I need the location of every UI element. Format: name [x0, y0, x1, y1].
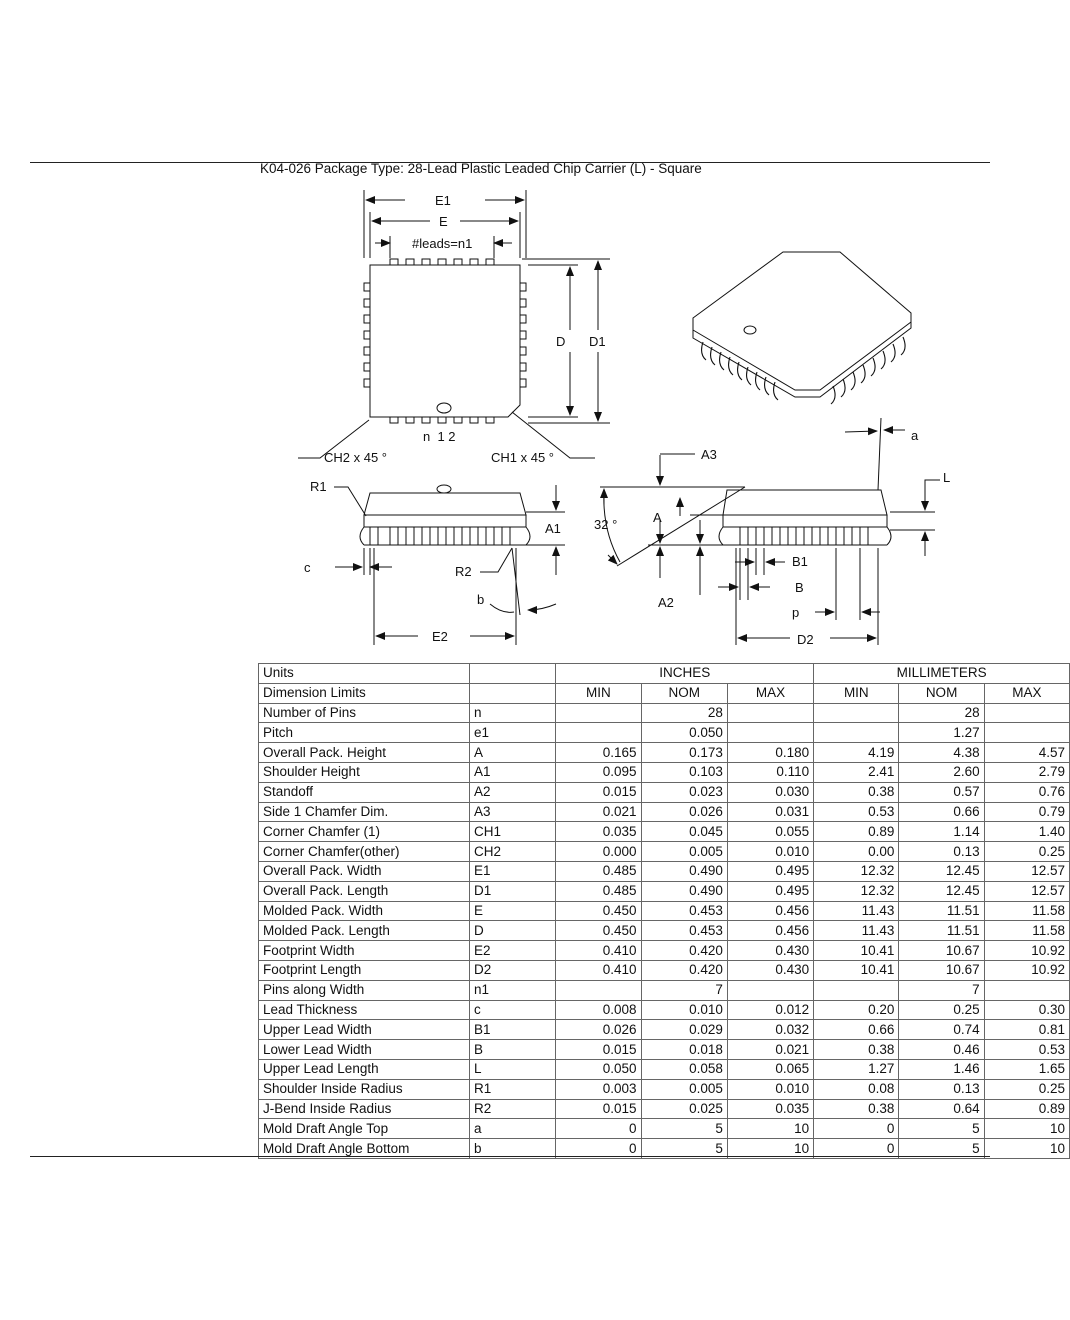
dimension-symbol: R1 — [469, 1079, 555, 1099]
dimension-name: Footprint Width — [259, 941, 470, 961]
table-body — [259, 664, 1070, 1159]
dimension-value: 0.81 — [984, 1020, 1069, 1040]
dimension-value: 0.456 — [727, 921, 813, 941]
header-mm-min: MIN — [814, 683, 899, 703]
dimension-name: Overall Pack. Height — [259, 743, 470, 763]
dimension-value: 0.25 — [899, 1000, 984, 1020]
header-row-units — [259, 664, 1070, 684]
dimension-value: 11.58 — [984, 901, 1069, 921]
label-D2: D2 — [797, 632, 814, 647]
dimension-value: 0.035 — [727, 1099, 813, 1119]
dimension-symbol: c — [469, 1000, 555, 1020]
table-row — [259, 822, 1070, 842]
label-leads: #leads=n1 — [412, 236, 473, 251]
dimension-value: 0.110 — [727, 762, 813, 782]
dimension-value: 0.058 — [641, 1059, 727, 1079]
table-row — [259, 842, 1070, 862]
dimension-value: 0.495 — [727, 881, 813, 901]
dimension-value — [814, 723, 899, 743]
dimension-name: Pitch — [259, 723, 470, 743]
dimension-value: 0.012 — [727, 1000, 813, 1020]
dimension-value: 0.485 — [556, 861, 641, 881]
dimension-value: 0.38 — [814, 782, 899, 802]
dimension-value: 0.030 — [727, 782, 813, 802]
dimension-value: 0.79 — [984, 802, 1069, 822]
table-row — [259, 861, 1070, 881]
header-symbol — [469, 683, 555, 703]
dimension-value: 0.050 — [556, 1059, 641, 1079]
dimension-name: Side 1 Chamfer Dim. — [259, 802, 470, 822]
dimension-value — [727, 980, 813, 1000]
dimension-value: 11.51 — [899, 901, 984, 921]
dimension-name: Upper Lead Width — [259, 1020, 470, 1040]
dimension-value: 0.103 — [641, 762, 727, 782]
label-CH1: CH1 x 45 ° — [491, 450, 555, 465]
dimension-value: 1.27 — [899, 723, 984, 743]
table-row — [259, 1059, 1070, 1079]
dimension-value: 0.410 — [556, 960, 641, 980]
dimension-value: 0.021 — [727, 1040, 813, 1060]
table-row — [259, 1079, 1070, 1099]
dimension-value: 10.41 — [814, 941, 899, 961]
dimension-value: 0.018 — [641, 1040, 727, 1060]
dimension-name: Mold Draft Angle Top — [259, 1119, 470, 1139]
dimension-value: 0.453 — [641, 901, 727, 921]
dimension-value: 0.490 — [641, 861, 727, 881]
dimension-value: 0.410 — [556, 941, 641, 961]
dimension-value: 1.46 — [899, 1059, 984, 1079]
dimension-value: 0.095 — [556, 762, 641, 782]
dimension-value: 10 — [727, 1119, 813, 1139]
dimension-value: 12.57 — [984, 881, 1069, 901]
dimension-value: 5 — [641, 1139, 727, 1159]
dimension-symbol: B — [469, 1040, 555, 1060]
dimension-value: 0.64 — [899, 1099, 984, 1119]
dimension-value — [984, 723, 1069, 743]
dimension-value: 0.13 — [899, 842, 984, 862]
label-angle-32: 32 ° — [594, 517, 618, 532]
dimension-value: 7 — [899, 980, 984, 1000]
dimension-symbol: R2 — [469, 1099, 555, 1119]
dimension-value — [814, 703, 899, 723]
bottom-rule — [30, 1156, 990, 1157]
dimension-value: 10.67 — [899, 941, 984, 961]
dimension-value: 0.450 — [556, 921, 641, 941]
header-units: Units — [259, 664, 470, 684]
dimension-value — [556, 980, 641, 1000]
dimension-value: 0.420 — [641, 941, 727, 961]
header-row-limits — [259, 683, 1070, 703]
dimension-symbol: b — [469, 1139, 555, 1159]
dimension-value: 0.38 — [814, 1040, 899, 1060]
dimension-value: 0.010 — [641, 1000, 727, 1020]
dimension-value: 4.57 — [984, 743, 1069, 763]
dimension-name: Mold Draft Angle Bottom — [259, 1139, 470, 1159]
dimension-value: 0.89 — [984, 1099, 1069, 1119]
dimension-symbol: A — [469, 743, 555, 763]
dimension-value: 0.021 — [556, 802, 641, 822]
dimension-value: 1.27 — [814, 1059, 899, 1079]
dimension-value: 0.30 — [984, 1000, 1069, 1020]
dimension-value: 12.32 — [814, 861, 899, 881]
dimension-value: 0.055 — [727, 822, 813, 842]
dimension-name: Molded Pack. Length — [259, 921, 470, 941]
dimension-value: 0.005 — [641, 842, 727, 862]
dimension-name: Footprint Length — [259, 960, 470, 980]
dimension-value: 5 — [899, 1139, 984, 1159]
dimension-value: 1.65 — [984, 1059, 1069, 1079]
dimension-value: 0.20 — [814, 1000, 899, 1020]
dimension-value: 12.57 — [984, 861, 1069, 881]
dimension-name: Shoulder Height — [259, 762, 470, 782]
dimension-value — [727, 723, 813, 743]
dimension-name: Standoff — [259, 782, 470, 802]
dimension-name: Shoulder Inside Radius — [259, 1079, 470, 1099]
dimension-value: 0.031 — [727, 802, 813, 822]
dimension-symbol: a — [469, 1119, 555, 1139]
dimension-value: 0.25 — [984, 842, 1069, 862]
dimension-value: 10.41 — [814, 960, 899, 980]
table-row — [259, 703, 1070, 723]
dimension-symbol: CH1 — [469, 822, 555, 842]
header-in-min: MIN — [556, 683, 641, 703]
header-in-max: MAX — [727, 683, 813, 703]
header-blank — [469, 664, 555, 684]
dimension-symbol: E — [469, 901, 555, 921]
table-row — [259, 960, 1070, 980]
dimension-name: Upper Lead Length — [259, 1059, 470, 1079]
dimension-value — [984, 703, 1069, 723]
dimension-value: 0.38 — [814, 1099, 899, 1119]
dimension-value: 0.76 — [984, 782, 1069, 802]
dimension-value: 0.032 — [727, 1020, 813, 1040]
dimension-symbol: D — [469, 921, 555, 941]
dimension-value — [984, 980, 1069, 1000]
dimension-value: 11.58 — [984, 921, 1069, 941]
dimension-name: Number of Pins — [259, 703, 470, 723]
dimension-value: 0 — [814, 1119, 899, 1139]
dimension-name: Overall Pack. Width — [259, 861, 470, 881]
label-B1: B1 — [792, 554, 808, 569]
dimension-name: Molded Pack. Width — [259, 901, 470, 921]
side-view-right — [600, 418, 940, 645]
label-pin-numbers: n 1 2 — [423, 429, 456, 444]
dimension-value: 10.92 — [984, 941, 1069, 961]
dimensions-table-container — [258, 663, 1065, 1157]
dimension-value: 0.000 — [556, 842, 641, 862]
dimension-value: 0.035 — [556, 822, 641, 842]
dimension-value: 0.026 — [556, 1020, 641, 1040]
dimension-value: 10 — [984, 1139, 1069, 1159]
label-D: D — [556, 334, 566, 349]
dimension-value: 0 — [556, 1119, 641, 1139]
dimension-value: 0.065 — [727, 1059, 813, 1079]
label-B: B — [795, 580, 804, 595]
dimension-symbol: e1 — [469, 723, 555, 743]
dimension-value — [727, 703, 813, 723]
dimension-value: 4.38 — [899, 743, 984, 763]
dimension-value: 0.430 — [727, 941, 813, 961]
dimension-value: 0.89 — [814, 822, 899, 842]
dimension-symbol: D1 — [469, 881, 555, 901]
header-millimeters: MILLIMETERS — [814, 664, 1070, 684]
dimension-value: 0.050 — [641, 723, 727, 743]
dimension-name: Pins along Width — [259, 980, 470, 1000]
dimension-symbol: D2 — [469, 960, 555, 980]
dimension-value: 0.003 — [556, 1079, 641, 1099]
dimensions-table — [258, 663, 1070, 1159]
dimension-value: 2.41 — [814, 762, 899, 782]
dimension-value: 0.46 — [899, 1040, 984, 1060]
dimension-value: 28 — [641, 703, 727, 723]
table-row — [259, 723, 1070, 743]
dimension-value: 4.19 — [814, 743, 899, 763]
dimension-value: 10.67 — [899, 960, 984, 980]
dimension-name: Lower Lead Width — [259, 1040, 470, 1060]
dimension-symbol: A2 — [469, 782, 555, 802]
dimension-value: 28 — [899, 703, 984, 723]
dimension-symbol: n1 — [469, 980, 555, 1000]
table-row — [259, 1040, 1070, 1060]
label-R2: R2 — [455, 564, 472, 579]
dimension-value: 0.25 — [984, 1079, 1069, 1099]
dimension-value: 0.430 — [727, 960, 813, 980]
label-A: A — [653, 510, 662, 525]
table-row — [259, 782, 1070, 802]
label-CH2: CH2 x 45 ° — [324, 450, 388, 465]
table-row — [259, 921, 1070, 941]
table-row — [259, 881, 1070, 901]
top-view — [298, 190, 610, 458]
dimension-value: 0.026 — [641, 802, 727, 822]
dimension-name: Corner Chamfer(other) — [259, 842, 470, 862]
dimension-value: 11.51 — [899, 921, 984, 941]
dimension-value: 0.450 — [556, 901, 641, 921]
dimension-value: 0.490 — [641, 881, 727, 901]
dimension-value: 1.40 — [984, 822, 1069, 842]
dimension-value — [814, 980, 899, 1000]
dimension-value: 7 — [641, 980, 727, 1000]
header-inches: INCHES — [556, 664, 814, 684]
dimension-symbol: B1 — [469, 1020, 555, 1040]
label-p: p — [792, 605, 800, 620]
label-A3: A3 — [701, 447, 717, 462]
dimension-symbol: A3 — [469, 802, 555, 822]
table-row — [259, 743, 1070, 763]
dimension-value: 0.74 — [899, 1020, 984, 1040]
dimension-symbol: L — [469, 1059, 555, 1079]
dimension-symbol: E1 — [469, 861, 555, 881]
table-row — [259, 802, 1070, 822]
page-title: K04-026 Package Type: 28-Lead Plastic Leaded Chip Carrier (L) - Square — [260, 161, 702, 176]
label-R1: R1 — [310, 479, 327, 494]
dimension-value: 12.45 — [899, 861, 984, 881]
table-row — [259, 901, 1070, 921]
dimension-value: 12.32 — [814, 881, 899, 901]
dimension-symbol: CH2 — [469, 842, 555, 862]
dimension-value: 0.495 — [727, 861, 813, 881]
dimension-symbol: A1 — [469, 762, 555, 782]
dimension-value: 0.173 — [641, 743, 727, 763]
package-drawing — [0, 0, 1020, 660]
dimension-value: 11.43 — [814, 901, 899, 921]
dimension-value: 0.13 — [899, 1079, 984, 1099]
dimension-value: 0.005 — [641, 1079, 727, 1099]
dimension-value: 0.53 — [984, 1040, 1069, 1060]
dimension-value: 0.165 — [556, 743, 641, 763]
dimension-value: 10 — [984, 1119, 1069, 1139]
dimension-name: Lead Thickness — [259, 1000, 470, 1020]
dimension-value: 0.66 — [899, 802, 984, 822]
dimension-value: 0.53 — [814, 802, 899, 822]
dimension-value: 10 — [727, 1139, 813, 1159]
table-row — [259, 1119, 1070, 1139]
dimension-value: 0.023 — [641, 782, 727, 802]
header-mm-max: MAX — [984, 683, 1069, 703]
dimension-value: 10.92 — [984, 960, 1069, 980]
dimension-value: 0.010 — [727, 842, 813, 862]
dimension-value: 5 — [899, 1119, 984, 1139]
dimension-value: 11.43 — [814, 921, 899, 941]
label-c: c — [304, 560, 311, 575]
dimension-value: 0.453 — [641, 921, 727, 941]
table-row — [259, 980, 1070, 1000]
dimension-value: 0 — [556, 1139, 641, 1159]
table-row — [259, 941, 1070, 961]
table-row — [259, 1020, 1070, 1040]
dimension-value: 0.00 — [814, 842, 899, 862]
dimension-value: 0 — [814, 1139, 899, 1159]
dimension-value: 12.45 — [899, 881, 984, 901]
dimension-value: 0.015 — [556, 782, 641, 802]
dimension-value: 2.79 — [984, 762, 1069, 782]
dimension-value — [556, 703, 641, 723]
label-A1: A1 — [545, 521, 561, 536]
dimension-value: 0.08 — [814, 1079, 899, 1099]
dimension-value: 2.60 — [899, 762, 984, 782]
dimension-name: Overall Pack. Length — [259, 881, 470, 901]
header-dimension-limits: Dimension Limits — [259, 683, 470, 703]
label-b: b — [477, 592, 485, 607]
dimension-value: 1.14 — [899, 822, 984, 842]
dimension-value: 0.045 — [641, 822, 727, 842]
dimension-value: 0.57 — [899, 782, 984, 802]
dimension-value — [556, 723, 641, 743]
dimension-value: 0.025 — [641, 1099, 727, 1119]
label-a: a — [911, 428, 919, 443]
header-in-nom: NOM — [641, 683, 727, 703]
label-E1: E1 — [435, 193, 451, 208]
dimension-value: 0.010 — [727, 1079, 813, 1099]
label-E: E — [439, 214, 448, 229]
dimension-value: 0.180 — [727, 743, 813, 763]
dimension-symbol: n — [469, 703, 555, 723]
dimension-value: 0.015 — [556, 1040, 641, 1060]
label-E2: E2 — [432, 629, 448, 644]
label-L: L — [943, 470, 951, 485]
dimension-value: 0.420 — [641, 960, 727, 980]
table-row — [259, 1000, 1070, 1020]
dimension-name: Corner Chamfer (1) — [259, 822, 470, 842]
dimension-value: 0.015 — [556, 1099, 641, 1119]
package-3d-view — [693, 252, 911, 404]
table-row — [259, 762, 1070, 782]
dimension-value: 5 — [641, 1119, 727, 1139]
dimension-symbol: E2 — [469, 941, 555, 961]
side-view-left — [334, 485, 565, 645]
dimension-value: 0.008 — [556, 1000, 641, 1020]
dimension-value: 0.456 — [727, 901, 813, 921]
dimension-value: 0.029 — [641, 1020, 727, 1040]
dimension-value: 0.66 — [814, 1020, 899, 1040]
label-D1: D1 — [589, 334, 606, 349]
header-mm-nom: NOM — [899, 683, 984, 703]
dimension-value: 0.485 — [556, 881, 641, 901]
label-A2: A2 — [658, 595, 674, 610]
table-row — [259, 1099, 1070, 1119]
dimension-name: J-Bend Inside Radius — [259, 1099, 470, 1119]
